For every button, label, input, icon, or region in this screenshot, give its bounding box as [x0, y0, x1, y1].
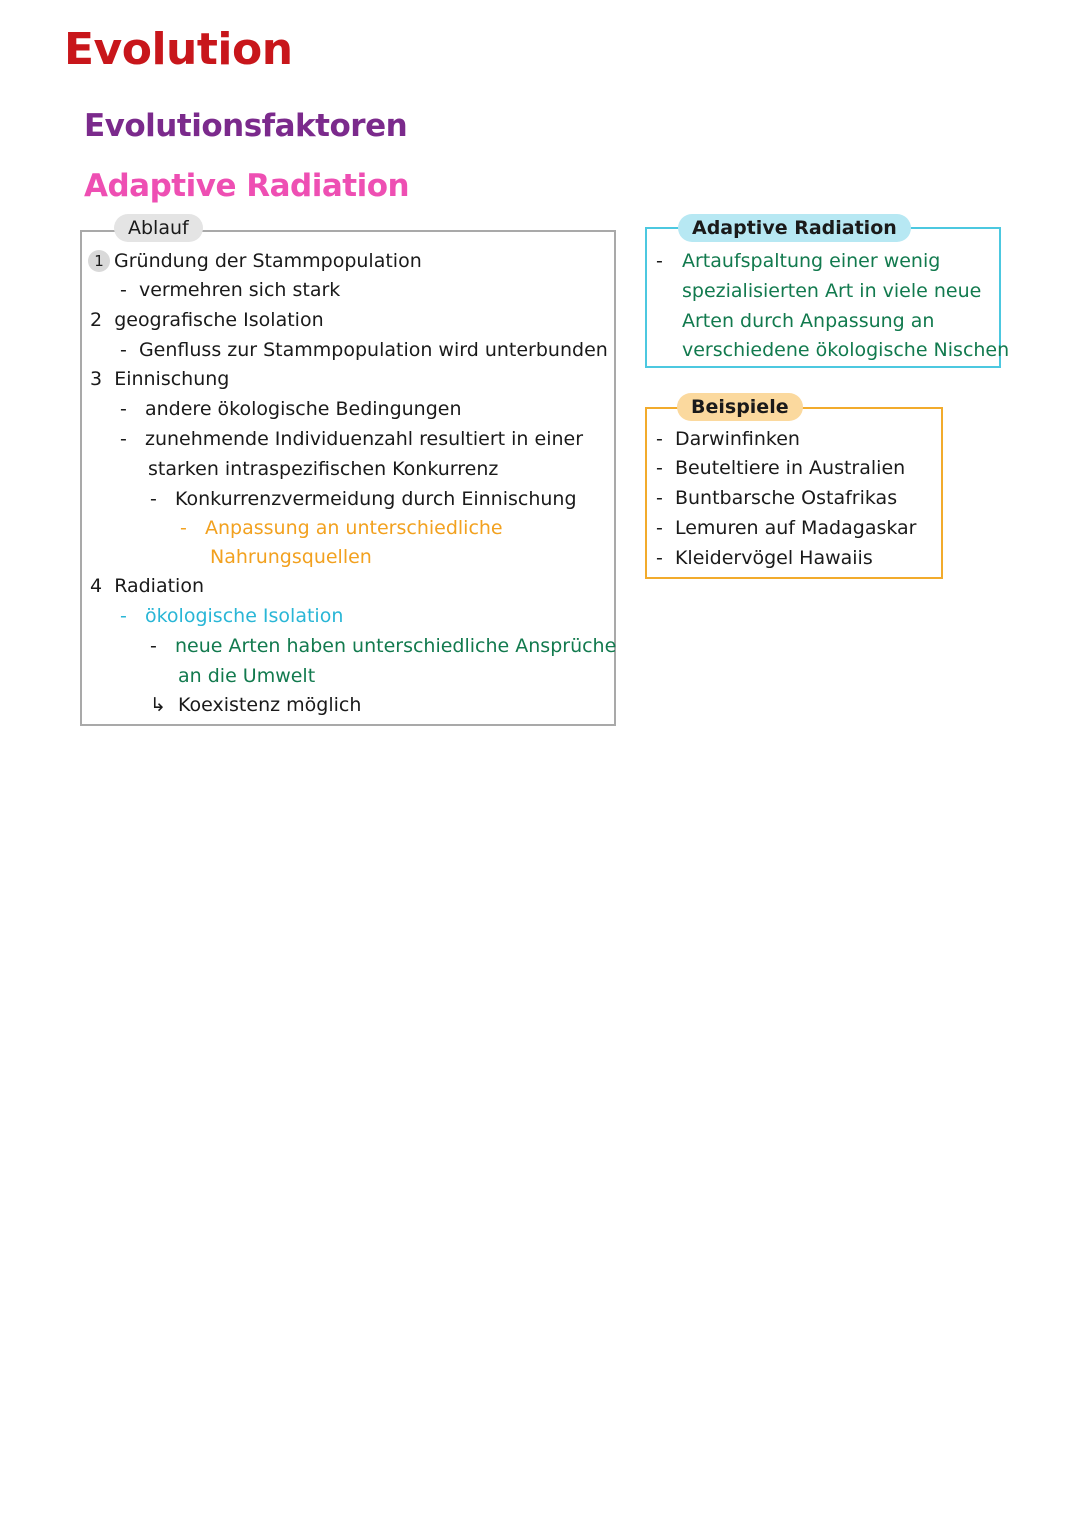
detail-text: starken intraspezifischen Konkurrenz	[148, 458, 499, 480]
step-number: 3	[90, 368, 103, 390]
dash: -	[120, 605, 127, 627]
step-3-detail-2	[120, 426, 583, 452]
definition-line-2: spezialisierten Art in viele neue	[682, 280, 982, 302]
detail-text: neue Arten haben unterschiedliche Ansprüche	[174, 635, 617, 657]
step-text: Radiation	[114, 575, 204, 597]
dash: -	[120, 339, 127, 361]
step-3-detail-4-cont	[210, 544, 372, 570]
step-number: 4	[90, 575, 103, 597]
step-3	[90, 366, 229, 392]
definition-line-4: verschiedene ökologische Nischen	[682, 339, 1010, 361]
detail-text: ökologische Isolation	[144, 605, 344, 627]
step-number: 2	[90, 309, 103, 331]
step-2-detail	[120, 337, 608, 363]
step-1	[88, 248, 422, 274]
step-4-detail-2	[150, 633, 616, 659]
example-item: - Buntbarsche Ostafrikas	[656, 487, 898, 509]
dash: -	[120, 398, 127, 420]
step-2	[90, 307, 324, 333]
detail-text: Konkurrenzvermeidung durch Einnischung	[174, 488, 577, 510]
dash: -	[120, 428, 127, 450]
definition-label: Adaptive Radiation	[678, 214, 911, 242]
detail-text: Genfluss zur Stammpopulation wird unterbunden	[138, 339, 608, 361]
example-item: - Beuteltiere in Australien	[656, 457, 906, 479]
ablauf-label: Ablauf	[114, 214, 203, 242]
dash: -	[180, 517, 187, 539]
step-4-detail-2-cont	[178, 663, 315, 689]
example-item: - Kleidervögel Hawaiis	[656, 547, 873, 569]
detail-text: andere ökologische Bedingungen	[144, 398, 462, 420]
step-1-detail	[120, 277, 340, 303]
result-text: Koexistenz möglich	[178, 694, 362, 716]
step-number-badge: 1	[88, 250, 110, 272]
examples-label: Beispiele	[677, 393, 803, 421]
dash: -	[120, 279, 127, 301]
dash: -	[150, 635, 157, 657]
step-4-detail-1	[120, 603, 343, 629]
section-heading: Evolutionsfaktoren	[84, 108, 408, 144]
step-3-detail-3	[150, 486, 577, 512]
dash: -	[150, 488, 157, 510]
definition-dash: -	[656, 250, 663, 272]
step-text: Einnischung	[114, 368, 230, 390]
topic-heading: Adaptive Radiation	[84, 168, 410, 204]
step-text: Gründung der Stammpopulation	[114, 250, 422, 272]
definition-line-1: Artaufspaltung einer wenig	[682, 250, 941, 272]
detail-text: Anpassung an unterschiedliche	[204, 517, 503, 539]
detail-text: Nahrungsquellen	[210, 546, 372, 568]
page-title: Evolution	[64, 24, 293, 75]
detail-text: an die Umwelt	[178, 665, 316, 687]
arrow-icon: ↳	[150, 694, 166, 716]
example-item: - Lemuren auf Madagaskar	[656, 517, 917, 539]
step-3-detail-4	[180, 515, 503, 541]
step-3-detail-1	[120, 396, 462, 422]
step-4-result	[150, 692, 361, 718]
step-3-detail-2-cont	[148, 456, 498, 482]
step-text: geografische Isolation	[114, 309, 324, 331]
detail-text: vermehren sich stark	[138, 279, 341, 301]
step-4	[90, 573, 204, 599]
detail-text: zunehmende Individuenzahl resultiert in einer	[144, 428, 584, 450]
definition-line-3: Arten durch Anpassung an	[682, 310, 935, 332]
example-item: - Darwinfinken	[656, 428, 800, 450]
